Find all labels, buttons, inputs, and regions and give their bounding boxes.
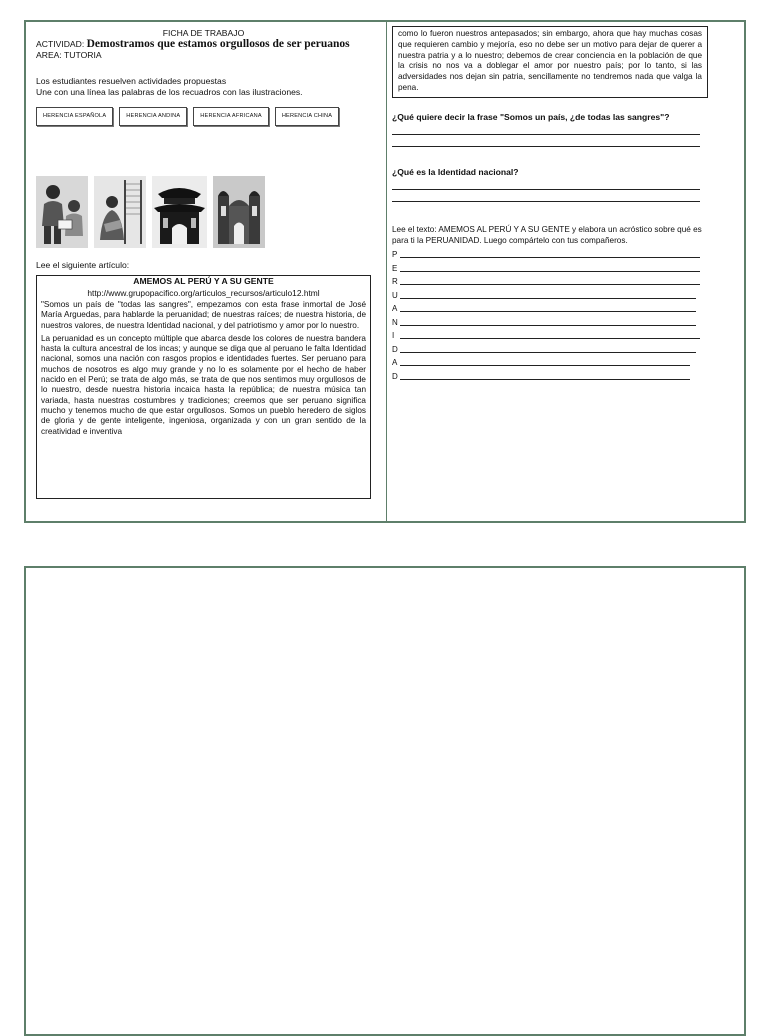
- acrostic-answer-line[interactable]: [400, 311, 696, 312]
- herencia-boxes: [36, 107, 371, 126]
- acrostic-answer-line[interactable]: [400, 284, 700, 285]
- acrostic-row[interactable]: [392, 368, 690, 382]
- acrostic-letter: N: [392, 317, 398, 327]
- actividad-label: ACTIVIDAD:: [36, 39, 87, 49]
- acrostic-row[interactable]: [392, 287, 696, 301]
- children-reading-icon[interactable]: [36, 176, 88, 248]
- acrostic-row[interactable]: [392, 274, 700, 288]
- ficha-title: FICHA DE TRABAJO: [162, 28, 245, 38]
- acrostic-letter: D: [392, 371, 398, 381]
- acrostic-answer-line[interactable]: [400, 257, 700, 258]
- herencia-espanola-box[interactable]: HERENCIA ESPAÑOLA: [36, 107, 113, 126]
- article-title: AMEMOS AL PERÚ Y A SU GENTE: [133, 276, 274, 286]
- acrostic-letter: I: [392, 331, 395, 341]
- illustrations: [36, 176, 371, 248]
- herencia-china-box[interactable]: HERENCIA CHINA: [275, 107, 339, 126]
- acrostic-letter: U: [392, 290, 398, 300]
- acrostic-row[interactable]: [392, 260, 700, 274]
- acrostic-row[interactable]: [392, 247, 700, 261]
- acrostic-letter: A: [392, 358, 398, 368]
- question-1: ¿Qué quiere decir la frase "Somos un país, ¿de todas las sangres"?: [392, 111, 670, 122]
- right-column: [392, 26, 712, 382]
- article-paragraph-2: La peruanidad es un concepto múltiple que abarca desde los colores de nuestra bandera hasta la cultura ancestral de los incas; y aunque se diga que al peruano le falta Identidad nacional, somos una nación con rasgos propios e identidades fuertes. Ser peruano para muchos de nosotros es algo muy grande y no lo es solamente por el hecho de haber nacido en el Perú; se trata de algo más, se trata de que nos sentimos muy orgullosos de lo nuestro, desde nuestra historia incaica hasta la república; de nuestra música tan variada, hasta nuestras costumbres y tradiciones; creemos que ser peruano significa mucho y tenemos mucho de que estar orgullosos. Somos un pueblo heredero de siglos de gloria y de gente inteligente, ingeniosa, organizada y con un gran sentido de la creatividad e inventiva: [41, 333, 366, 436]
- column-divider: [386, 22, 387, 521]
- acrostic-row[interactable]: [392, 328, 700, 342]
- colonial-church-icon[interactable]: [213, 176, 265, 248]
- acrostic-lines: [392, 247, 712, 382]
- acrostic-answer-line[interactable]: [400, 271, 700, 272]
- area-label: AREA: TUTORIA: [36, 50, 102, 60]
- question-2: ¿Qué es la Identidad nacional?: [392, 166, 519, 177]
- acrostic-letter: R: [392, 277, 398, 287]
- acrostic-row[interactable]: [392, 341, 696, 355]
- acrostic-letter: P: [392, 250, 398, 260]
- acrostic-answer-line[interactable]: [400, 352, 696, 353]
- herencia-africana-box[interactable]: HERENCIA AFRICANA: [193, 107, 269, 126]
- answer-line[interactable]: [392, 190, 700, 202]
- acrostic-answer-line[interactable]: [400, 379, 690, 380]
- acrostic-row[interactable]: [392, 314, 696, 328]
- acrostic-letter: E: [392, 263, 398, 273]
- acrostic-row[interactable]: [392, 301, 696, 315]
- answer-line[interactable]: [392, 135, 700, 147]
- acrostic-answer-line[interactable]: [400, 338, 700, 339]
- acrostic-answer-line[interactable]: [400, 365, 690, 366]
- andean-weaver-icon[interactable]: [94, 176, 146, 248]
- article-continuation-box: como lo fueron nuestros antepasados; sin embargo, ahora que hay muchas cosas que requieren cambio y mejoría, eso no debe ser un motivo para dejar de querer a nuestra patria y a lo nuestro; debemos de crear conciencia en la población de que la crisis no nos va a doblegar el amor por nuestro país; por lo tanto, si las adversidades nos dejan sin patria, sencillamente no tendremos nada que valga la pena.: [392, 26, 708, 98]
- article-paragraph-1: "Somos un país de "todas las sangres", empezamos con esta frase inmortal de José María Arguedas, para hablarde la peruanidad; de nuestras raíces; de nuestra historia, de nuestros valores, de nuestra Identidad nacional, y del patriotismo y amor por lo nuestro.: [41, 300, 366, 330]
- instruction-1: Los estudiantes resuelven actividades propuestas: [36, 76, 227, 86]
- acrostic-instruction: Lee el texto: AMEMOS AL PERÚ Y A SU GENTE y elabora un acróstico sobre qué es para ti la PERUANIDAD. Luego compártelo con tus compañeros.: [392, 224, 702, 245]
- acrostic-answer-line[interactable]: [400, 325, 696, 326]
- acrostic-answer-line[interactable]: [400, 298, 696, 299]
- answer-line[interactable]: [392, 178, 700, 190]
- herencia-andina-box[interactable]: HERENCIA ANDINA: [119, 107, 187, 126]
- answer-line[interactable]: [392, 123, 700, 135]
- lee-label: Lee el siguiente artículo:: [36, 260, 130, 270]
- acrostic-row[interactable]: [392, 355, 690, 369]
- pagoda-temple-icon[interactable]: [152, 176, 207, 248]
- actividad-title: Demostramos que estamos orgullosos de ser peruanos: [86, 38, 350, 50]
- acrostic-letter: A: [392, 304, 398, 314]
- worksheet-page-1: [24, 20, 746, 523]
- worksheet-page-2: [24, 566, 746, 1036]
- acrostic-letter: D: [392, 344, 398, 354]
- article-box: [36, 275, 371, 499]
- left-column: [36, 28, 371, 499]
- actividad-line: [36, 39, 371, 50]
- instruction-2: Une con una línea las palabras de los recuadros con las ilustraciones.: [36, 87, 303, 97]
- article-url[interactable]: http://www.grupopacifico.org/articulos_recursos/articulo12.html: [87, 288, 320, 298]
